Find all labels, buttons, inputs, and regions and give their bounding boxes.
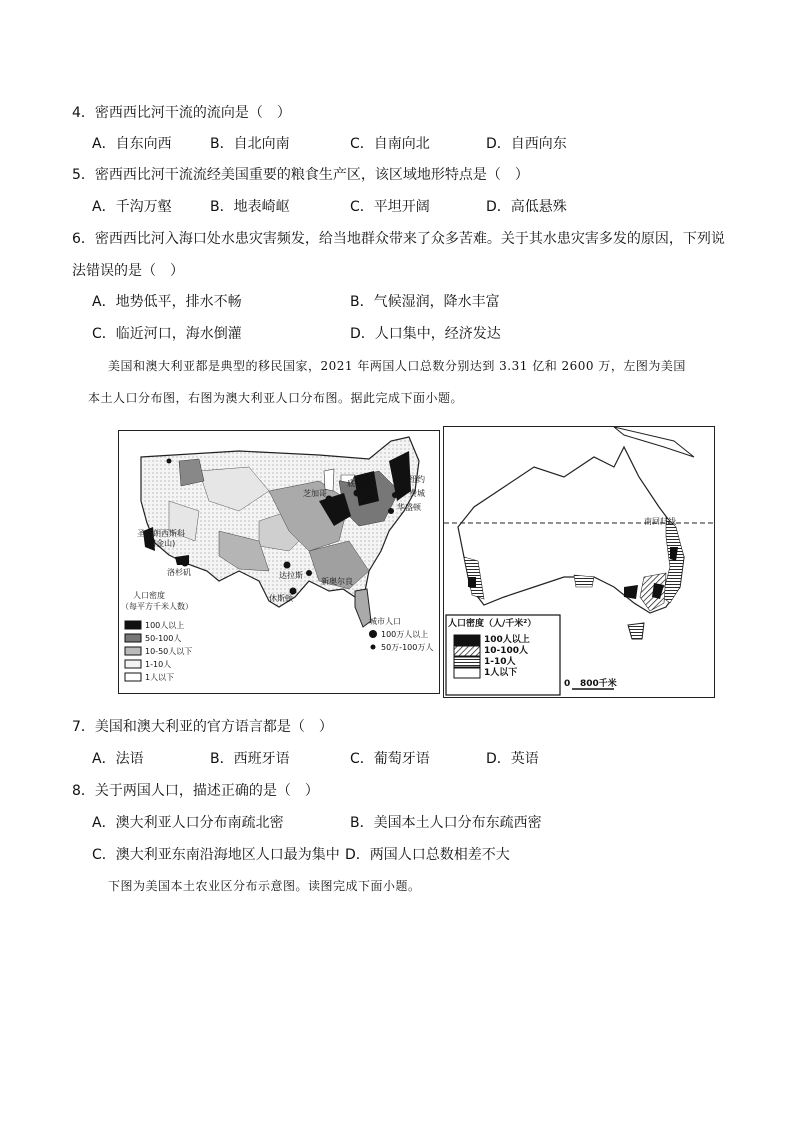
question-8-stem: 8．关于两国人口，描述正确的是（ ） <box>72 783 319 799</box>
usa-legend-item-2: 50-100人 <box>145 634 182 643</box>
question-6-stem-line2: 法错误的是（ ） <box>72 263 184 279</box>
city-label-washington: 华盛顿 <box>397 503 421 512</box>
intro-passage-line2: 本土人口分布图，右图为澳大利亚人口分布图。据此完成下面小题。 <box>88 391 464 405</box>
q8-option-d[interactable]: D．两国人口总数相差不大 <box>345 847 510 863</box>
usa-city-legend-title: 城市人口 <box>369 617 401 626</box>
city-label-newyork: 纽约 <box>409 475 425 484</box>
question-6-stem-line1: 6．密西西比河入海口处水患灾害频发，给当地群众带来了众多苦难。关于其水患灾害多发的原因，下列说 <box>72 231 725 247</box>
q6-option-b[interactable]: B．气候湿润，降水丰富 <box>350 294 500 310</box>
q8-option-b[interactable]: B．美国本土人口分布东疏西密 <box>350 815 542 831</box>
aus-legend-title: 人口密度（人/千米²） <box>448 619 537 629</box>
q4-option-c[interactable]: C．自南向北 <box>350 136 430 152</box>
city-label-sf-alt: (旧金山) <box>145 539 176 548</box>
usa-legend-item-4: 1-10人 <box>145 660 172 669</box>
q7-option-a[interactable]: A．法语 <box>92 751 144 767</box>
q4-option-a[interactable]: A．自东向西 <box>92 136 172 152</box>
usa-legend-unit: （每平方千米人数） <box>121 602 193 611</box>
question-7-stem: 7．美国和澳大利亚的官方语言都是（ ） <box>72 719 333 735</box>
city-label-detroit: 底特律 <box>347 479 371 488</box>
intro-passage-line1: 美国和澳大利亚都是典型的移民国家，2021 年两国人口总数分别达到 3.31 亿和 2600 万，左图为美国 <box>108 359 686 373</box>
aus-legend-item-1: 100人以上 <box>484 635 530 645</box>
usa-legend-item-5: 1人以下 <box>145 673 175 682</box>
q5-option-a[interactable]: A．千沟万壑 <box>92 199 172 215</box>
q5-option-b[interactable]: B．地表崎岖 <box>210 199 290 215</box>
city-label-neworleans: 新奥尔良 <box>321 577 353 586</box>
q8-option-c[interactable]: C．澳大利亚东南沿海地区人口最为集中 <box>92 847 340 863</box>
aus-legend-item-3: 1-10人 <box>484 657 516 667</box>
australia-population-map <box>443 426 715 698</box>
question-5-stem: 5．密西西比河干流流经美国重要的粮食生产区，该区域地形特点是（ ） <box>72 167 529 183</box>
intro-passage-2: 下图为美国本土农业区分布示意图。读图完成下面小题。 <box>108 879 421 893</box>
aus-scale-label: 800千米 <box>580 679 617 689</box>
aus-scale-zero: 0 <box>564 679 571 689</box>
city-label-la: 洛杉矶 <box>167 568 191 577</box>
city-label-houston: 休斯顿 <box>269 594 293 603</box>
q6-option-c[interactable]: C．临近河口，海水倒灌 <box>92 326 242 342</box>
usa-legend-item-3: 10-50人以下 <box>145 647 193 656</box>
city-label-sf: 圣弗朗西斯科 <box>137 529 185 538</box>
q4-option-d[interactable]: D．自西向东 <box>486 136 567 152</box>
q7-option-d[interactable]: D．英语 <box>486 751 539 767</box>
city-label-philadelphia: 费城 <box>409 489 425 498</box>
city-label-chicago: 芝加哥 <box>303 489 327 498</box>
q5-option-d[interactable]: D．高低悬殊 <box>486 199 567 215</box>
q7-option-b[interactable]: B．西班牙语 <box>210 751 290 767</box>
q8-option-a[interactable]: A．澳大利亚人口分布南疏北密 <box>92 815 284 831</box>
usa-legend-item-1: 100人以上 <box>145 621 185 630</box>
q5-option-c[interactable]: C．平坦开阔 <box>350 199 430 215</box>
usa-population-map <box>118 430 440 694</box>
q4-option-b[interactable]: B．自北向南 <box>210 136 290 152</box>
usa-legend-title: 人口密度 <box>133 591 165 600</box>
usa-city-legend-1: 100万人以上 <box>381 630 429 639</box>
question-4-stem: 4．密西西比河干流的流向是（ ） <box>72 105 291 121</box>
q6-option-a[interactable]: A．地势低平，排水不畅 <box>92 294 242 310</box>
usa-city-legend-2: 50万-100万人 <box>381 643 434 652</box>
q7-option-c[interactable]: C．葡萄牙语 <box>350 751 430 767</box>
q6-option-d[interactable]: D．人口集中，经济发达 <box>350 326 501 342</box>
aus-legend-item-2: 10-100人 <box>484 646 529 656</box>
city-label-dallas: 达拉斯 <box>279 571 303 580</box>
tropic-label: 南回归线 <box>644 517 676 526</box>
aus-legend-item-4: 1人以下 <box>484 668 518 678</box>
